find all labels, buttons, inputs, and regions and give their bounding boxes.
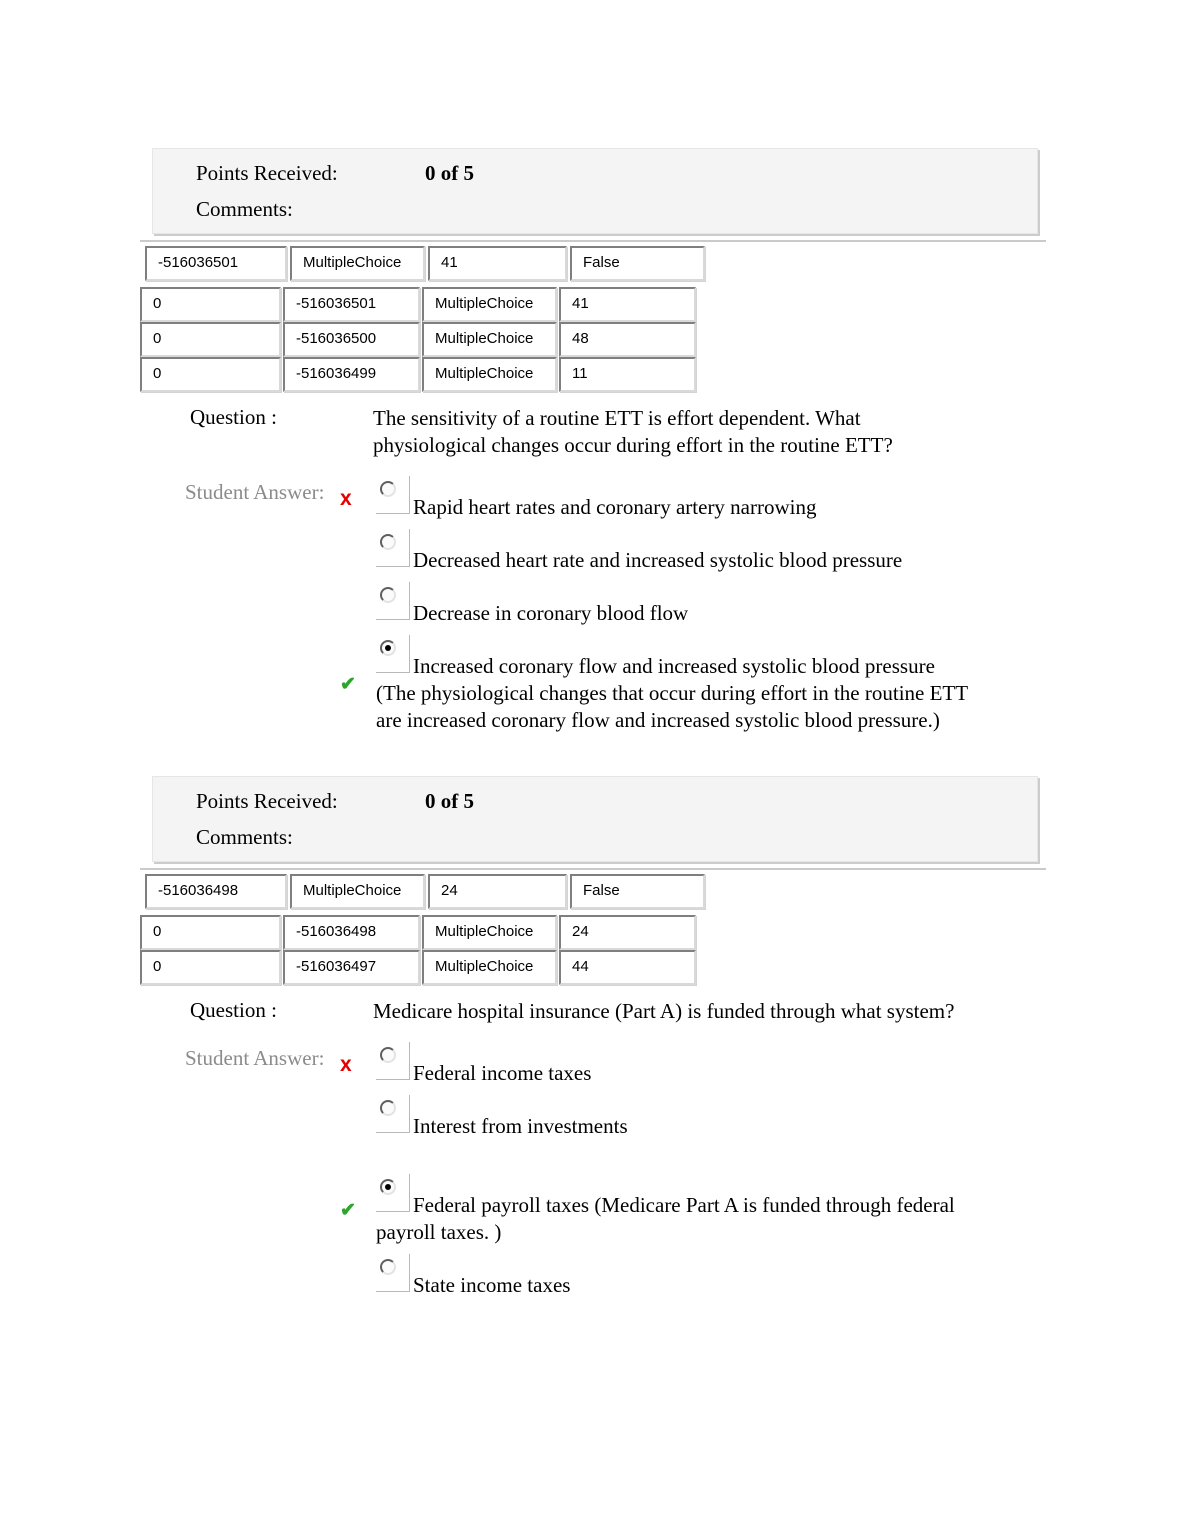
question-label: Question : bbox=[190, 998, 277, 1022]
answer-options bbox=[340, 476, 1005, 742]
divider bbox=[140, 868, 1046, 870]
table-cell: 11 bbox=[559, 357, 696, 392]
table-row bbox=[145, 246, 1190, 281]
table-cell: 0 bbox=[140, 950, 281, 985]
option-content bbox=[376, 529, 971, 574]
table-cell: -516036497 bbox=[283, 950, 420, 985]
radio-circle-icon bbox=[380, 1179, 396, 1195]
table-cell: -516036498 bbox=[283, 915, 420, 950]
points-received-value: 0 of 5 bbox=[425, 789, 474, 813]
option-label: Federal payroll taxes (Medicare Part A is funded through federal payroll taxes. ) bbox=[376, 1193, 955, 1244]
question-label: Question : bbox=[190, 405, 277, 429]
table-cell: MultipleChoice bbox=[290, 246, 425, 281]
table-cell: MultipleChoice bbox=[422, 357, 557, 392]
question-text: Medicare hospital insurance (Part A) is funded through what system? bbox=[373, 999, 955, 1023]
option-content bbox=[376, 1174, 971, 1246]
option-label: Decrease in coronary blood flow bbox=[413, 601, 689, 625]
table-cell: 0 bbox=[140, 287, 281, 322]
radio-button-selected[interactable] bbox=[376, 1174, 410, 1212]
comments-label: Comments: bbox=[196, 197, 293, 221]
table-cell: MultipleChoice bbox=[422, 287, 557, 322]
points-received-box bbox=[152, 148, 1038, 234]
answer-option bbox=[340, 476, 1005, 521]
incorrect-x-icon: x bbox=[340, 486, 352, 510]
radio-circle-icon bbox=[380, 587, 396, 603]
radio-button-selected[interactable] bbox=[376, 635, 410, 673]
points-row bbox=[196, 158, 1037, 188]
answer-option bbox=[340, 582, 1005, 627]
table-cell: 44 bbox=[559, 950, 696, 985]
radio-button[interactable] bbox=[376, 529, 410, 567]
points-received-label: Points Received: bbox=[196, 161, 338, 185]
answer-options bbox=[340, 1042, 1005, 1307]
option-content bbox=[376, 635, 971, 734]
table-cell: MultipleChoice bbox=[422, 915, 557, 950]
answer-option bbox=[340, 1095, 1005, 1140]
points-received-box bbox=[152, 776, 1038, 862]
table-row bbox=[140, 322, 1190, 357]
radio-dot bbox=[385, 1184, 391, 1190]
option-label: Federal income taxes bbox=[413, 1061, 592, 1085]
comments-row bbox=[196, 822, 1037, 852]
answer-option bbox=[340, 1042, 1005, 1087]
table-row bbox=[140, 287, 1190, 322]
table-cell: 24 bbox=[559, 915, 696, 950]
radio-dot bbox=[385, 645, 391, 651]
mark-spacer bbox=[340, 529, 376, 574]
table-cell: 0 bbox=[140, 322, 281, 357]
question-block-2 bbox=[140, 776, 1190, 1307]
answer-option bbox=[340, 1254, 1005, 1299]
option-content bbox=[376, 582, 971, 627]
incorrect-x-icon: x bbox=[340, 1052, 352, 1076]
radio-circle-icon bbox=[380, 1259, 396, 1275]
table-row bbox=[140, 357, 1190, 392]
detail-table bbox=[140, 915, 1190, 985]
table-cell: -516036499 bbox=[283, 357, 420, 392]
table-row bbox=[140, 915, 1190, 950]
radio-button[interactable] bbox=[376, 582, 410, 620]
option-content bbox=[376, 1254, 971, 1299]
option-content bbox=[376, 476, 971, 521]
comments-label: Comments: bbox=[196, 825, 293, 849]
table-cell: MultipleChoice bbox=[422, 322, 557, 357]
table-cell: -516036501 bbox=[283, 287, 420, 322]
student-answer-label: Student Answer: bbox=[185, 480, 325, 504]
student-answer-row bbox=[140, 476, 1190, 742]
option-label: Decreased heart rate and increased systolic blood pressure bbox=[413, 548, 903, 572]
radio-circle-icon bbox=[380, 534, 396, 550]
divider bbox=[140, 240, 1046, 242]
table-cell: -516036498 bbox=[145, 874, 287, 909]
answer-option bbox=[340, 1174, 1005, 1246]
radio-circle-icon bbox=[380, 481, 396, 497]
table-cell: 41 bbox=[559, 287, 696, 322]
question-row bbox=[140, 998, 1190, 1025]
option-content bbox=[376, 1042, 971, 1087]
table-cell: MultipleChoice bbox=[290, 874, 425, 909]
option-label: Interest from investments bbox=[413, 1114, 628, 1138]
answer-option bbox=[340, 529, 1005, 574]
table-row bbox=[145, 874, 1190, 909]
option-label: Increased coronary flow and increased systolic blood pressure (The physiological changes that occur during effort in the routine ETT are increased coronary flow and increased systolic blood pressure.) bbox=[376, 654, 968, 732]
table-cell: -516036501 bbox=[145, 246, 287, 281]
table-cell: False bbox=[570, 246, 705, 281]
student-answer-label: Student Answer: bbox=[185, 1046, 325, 1070]
table-cell: MultipleChoice bbox=[422, 950, 557, 985]
table-cell: 48 bbox=[559, 322, 696, 357]
table-row bbox=[140, 950, 1190, 985]
option-label: Rapid heart rates and coronary artery narrowing bbox=[413, 495, 817, 519]
comments-row bbox=[196, 194, 1037, 224]
question-text: The sensitivity of a routine ETT is effort dependent. What physiological changes occur during effort in the routine ETT? bbox=[373, 406, 893, 457]
points-received-label: Points Received: bbox=[196, 789, 338, 813]
mark-spacer bbox=[340, 1254, 376, 1299]
option-gap bbox=[340, 1148, 1005, 1174]
radio-circle-icon bbox=[380, 1100, 396, 1116]
question-row bbox=[140, 405, 1190, 459]
mark-spacer bbox=[340, 1095, 376, 1140]
points-row bbox=[196, 786, 1037, 816]
option-content bbox=[376, 1095, 971, 1140]
answer-option bbox=[340, 635, 1005, 734]
radio-button[interactable] bbox=[376, 1095, 410, 1133]
radio-button[interactable] bbox=[376, 1254, 410, 1292]
mark-spacer bbox=[340, 582, 376, 627]
table-cell: 0 bbox=[140, 357, 281, 392]
student-answer-row bbox=[140, 1042, 1190, 1307]
table-cell: -516036500 bbox=[283, 322, 420, 357]
table-cell: 0 bbox=[140, 915, 281, 950]
option-label: State income taxes bbox=[413, 1273, 571, 1297]
question-block-1 bbox=[140, 148, 1190, 742]
correct-check-icon: ✔ bbox=[340, 1199, 356, 1221]
points-received-value: 0 of 5 bbox=[425, 161, 474, 185]
radio-button[interactable] bbox=[376, 1042, 410, 1080]
radio-circle-icon bbox=[380, 1047, 396, 1063]
radio-button[interactable] bbox=[376, 476, 410, 514]
table-cell: False bbox=[570, 874, 705, 909]
correct-check-icon: ✔ bbox=[340, 674, 356, 695]
table-cell: 41 bbox=[428, 246, 567, 281]
detail-table bbox=[140, 287, 1190, 392]
table-cell: 24 bbox=[428, 874, 567, 909]
radio-circle-icon bbox=[380, 640, 396, 656]
